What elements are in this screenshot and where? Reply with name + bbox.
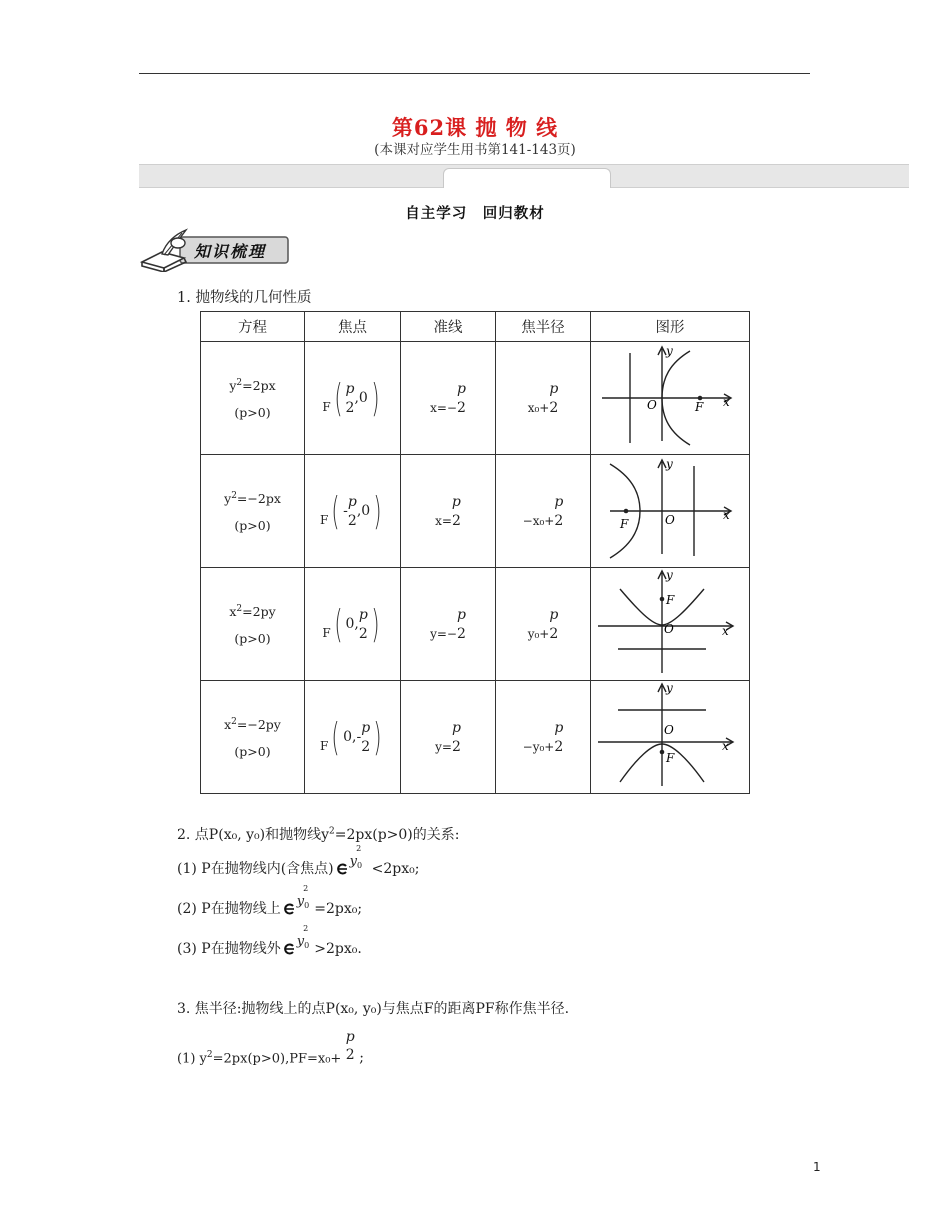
- column-header: 方程: [201, 312, 305, 342]
- svg-text:y: y: [666, 568, 673, 582]
- sub1-end: ;: [359, 1050, 364, 1066]
- graph-cell: [591, 342, 750, 455]
- fraction: [457, 606, 466, 643]
- svg-text:F: F: [666, 750, 675, 765]
- lesson-title: 第62课 抛 物 线: [391, 115, 559, 140]
- item1-heading: 1. 抛物线的几何性质: [177, 290, 312, 306]
- frac-den: 2: [347, 512, 357, 529]
- frac-den: 2: [358, 625, 368, 642]
- item3-sub1: [177, 1030, 364, 1066]
- svg-text:O: O: [664, 621, 674, 636]
- relation-case: [177, 924, 362, 958]
- column-header: 准线: [401, 312, 496, 342]
- directrix-cell: x=− p 2: [401, 342, 496, 455]
- fraction: [549, 380, 558, 417]
- lesson-subtitle: (本课对应学生用书第141-143页): [374, 142, 576, 158]
- directrix-cell: y=− p 2: [401, 568, 496, 681]
- equation-cell: [201, 342, 305, 455]
- focal-radius-cell: −y₀+ p 2: [496, 681, 591, 794]
- svg-text:y: y: [666, 343, 673, 358]
- section-tab: [443, 168, 611, 188]
- svg-text:F: F: [695, 399, 704, 414]
- frac-num: p: [554, 493, 564, 510]
- frac-den: 2: [451, 512, 461, 529]
- fraction: [554, 493, 563, 530]
- frac-den: 2: [554, 512, 564, 529]
- parabola-graph: [592, 569, 748, 677]
- sub1-b: =2px(p>0),PF=x₀+: [212, 1051, 342, 1066]
- focus-cell: F ( 0,- p 2 ): [305, 681, 401, 794]
- equivalence-icon: [336, 863, 348, 875]
- sub1-sup: 2: [206, 1049, 213, 1060]
- item2-heading-sup: 2: [329, 826, 335, 837]
- fraction: [452, 719, 461, 756]
- frac-num: p: [345, 380, 355, 397]
- frac-den: 2: [361, 738, 371, 755]
- sub1-a: (1) y: [177, 1051, 207, 1066]
- section-heading: 自主学习 回归教材: [405, 205, 545, 222]
- equation-cell: [201, 455, 305, 568]
- svg-text:F: F: [620, 516, 629, 531]
- table-row: [201, 568, 750, 681]
- focal-radius-cell: y₀+ p 2: [496, 568, 591, 681]
- focal-radius-cell: x₀+ p 2: [496, 342, 591, 455]
- graph-cell: [591, 681, 750, 794]
- svg-text:y: y: [666, 456, 673, 471]
- sub1-fraction: [346, 1028, 355, 1064]
- equation-cell: [201, 568, 305, 681]
- equation: $y^2=-2px$: [224, 491, 281, 507]
- column-header: 焦点: [305, 312, 401, 342]
- frac-num: p: [456, 606, 466, 623]
- column-header: 焦半径: [496, 312, 591, 342]
- fraction: [549, 606, 558, 643]
- equation-cell: [201, 681, 305, 794]
- svg-text:x: x: [722, 738, 729, 753]
- svg-text:y: y: [666, 681, 673, 695]
- case-label: (2) P在抛物线上: [177, 901, 281, 917]
- item2-heading-a: 2. 点P(x₀, y₀)和抛物线y: [177, 827, 329, 843]
- frac-den: 2: [345, 1047, 355, 1063]
- focus-cell: F ( - p 2 ,0 ): [305, 455, 401, 568]
- header-rule: [139, 73, 810, 74]
- item2-heading: [177, 824, 459, 844]
- frac-den: 2: [345, 399, 355, 416]
- parabola-graph: [592, 682, 748, 790]
- item2-heading-b: =2px(p>0)的关系:: [334, 827, 460, 843]
- frac-num: p: [549, 380, 559, 397]
- condition: (p>0): [234, 404, 271, 420]
- graph-cell: [591, 455, 750, 568]
- fraction: [457, 380, 466, 417]
- table-header-row: [201, 312, 750, 342]
- frac-num: p: [554, 719, 564, 736]
- frac-den: 2: [451, 738, 461, 755]
- case-label: (1) P在抛物线内(含焦点): [177, 861, 334, 877]
- graph-cell: [591, 568, 750, 681]
- parabola-graph: [592, 343, 748, 451]
- page-number: 1: [813, 1160, 821, 1174]
- svg-text:O: O: [664, 722, 674, 737]
- fraction: [359, 606, 368, 643]
- fraction: [346, 380, 355, 417]
- parabola-graph: [592, 456, 748, 564]
- condition: (p>0): [234, 743, 271, 759]
- fraction: [348, 493, 357, 530]
- equation: $y^2=2px$: [229, 378, 276, 394]
- equation: $x^2=-2py$: [224, 717, 281, 733]
- fraction: [554, 719, 563, 756]
- table-row: [201, 681, 750, 794]
- fraction: [361, 719, 370, 756]
- focus-cell: F ( 0, p 2 ): [305, 568, 401, 681]
- case-label: (3) P在抛物线外: [177, 941, 281, 957]
- fraction: [452, 493, 461, 530]
- focal-radius-cell: −x₀+ p 2: [496, 455, 591, 568]
- svg-text:x: x: [723, 394, 730, 409]
- frac-num: p: [358, 606, 368, 623]
- directrix-cell: x= p 2: [401, 455, 496, 568]
- item3-sub1-text: [177, 1050, 341, 1066]
- knowledge-banner: [140, 228, 290, 272]
- relation-case: [177, 844, 420, 878]
- relation-case: [177, 884, 363, 918]
- svg-text:O: O: [665, 512, 675, 527]
- frac-num: p: [451, 493, 461, 510]
- frac-num: p: [451, 719, 461, 736]
- case-expression: $y_0^2>2px_0$.: [296, 924, 362, 957]
- focus-cell: F ( p 2 ,0 ): [305, 342, 401, 455]
- frac-den: 2: [456, 625, 466, 642]
- table-row: [201, 342, 750, 455]
- item3-heading: 3. 焦半径:抛物线上的点P(x₀, y₀)与焦点F的距离PF称作焦半径.: [177, 1001, 570, 1017]
- directrix-cell: y= p 2: [401, 681, 496, 794]
- column-header: 图形: [591, 312, 750, 342]
- parabola-properties-table: [200, 311, 750, 794]
- svg-text:O: O: [647, 397, 657, 412]
- case-expression: $y_0^2 <2px_0$;: [349, 844, 420, 877]
- frac-den: 2: [549, 625, 559, 642]
- frac-den: 2: [554, 738, 564, 755]
- svg-text:x: x: [722, 623, 729, 638]
- condition: (p>0): [234, 630, 271, 646]
- equation: $x^2=2py$: [229, 604, 276, 620]
- banner-label: 知识梳理: [194, 242, 267, 261]
- frac-num: p: [361, 719, 371, 736]
- frac-num: p: [347, 493, 357, 510]
- svg-text:x: x: [723, 507, 730, 522]
- equivalence-icon: [283, 943, 295, 955]
- frac-den: 2: [456, 399, 466, 416]
- case-expression: $y_0^2=2px_0$;: [296, 884, 363, 917]
- frac-den: 2: [549, 399, 559, 416]
- svg-text:F: F: [666, 592, 675, 607]
- frac-num: p: [456, 380, 466, 397]
- frac-num: p: [549, 606, 559, 623]
- table-row: [201, 455, 750, 568]
- frac-num: p: [345, 1029, 355, 1045]
- equivalence-icon: [283, 903, 295, 915]
- condition: (p>0): [234, 517, 271, 533]
